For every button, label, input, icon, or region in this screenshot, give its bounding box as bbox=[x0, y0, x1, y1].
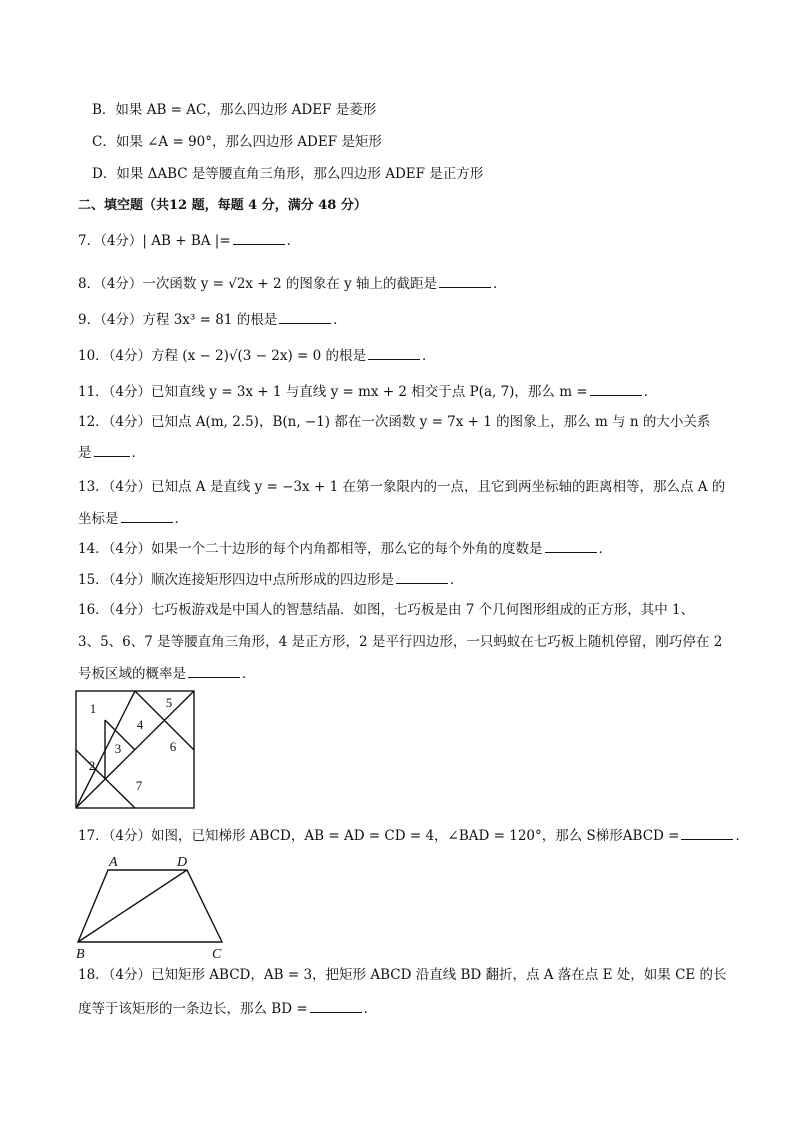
question-8: 8．（4分）一次函数 y = √2x + 2 的图象在 y 轴上的截距是 ． bbox=[78, 273, 507, 294]
tangram-label-6: 6 bbox=[169, 739, 177, 754]
question-16-line-3: 号板区域的概率是 ． bbox=[78, 663, 256, 684]
trapezoid-shape bbox=[78, 870, 222, 942]
question-18-line-2: 度等于该矩形的一条边长，那么 BD = ． bbox=[78, 998, 377, 1019]
tangram-label-7: 7 bbox=[135, 778, 143, 793]
question-10-text: 10．（4分）方程 (x − 2)√(3 − 2x) = 0 的根是 bbox=[78, 348, 367, 364]
section-heading: 二、填空题（共12 题，每题 4 分，满分 48 分） bbox=[78, 198, 367, 213]
answer-blank bbox=[233, 230, 285, 245]
answer-blank bbox=[545, 538, 597, 553]
question-16-text: 号板区域的概率是 bbox=[78, 666, 186, 682]
answer-blank bbox=[439, 273, 491, 288]
tangram-figure bbox=[75, 690, 195, 810]
option-c: C．如果 ∠A = 90°，那么四边形 ADEF 是矩形 bbox=[92, 134, 382, 150]
vertex-label-a: A bbox=[109, 855, 118, 870]
option-b: B．如果 AB = AC，那么四边形 ADEF 是菱形 bbox=[92, 102, 377, 118]
vertex-label-d: D bbox=[177, 855, 188, 870]
answer-blank bbox=[94, 442, 130, 457]
question-12-line-2: 是 ． bbox=[78, 442, 145, 463]
question-7-text: 7．（4分）| AB + BA |= bbox=[78, 233, 231, 249]
answer-blank bbox=[396, 569, 448, 584]
question-17: 17．（4分）如图，已知梯形 ABCD，AB = AD = CD = 4，∠BAD = 120°，那么 S梯形ABCD = ． bbox=[78, 825, 749, 846]
vertex-label-c: C bbox=[212, 947, 222, 962]
answer-blank bbox=[121, 508, 173, 523]
question-13-line-2: 坐标是 ． bbox=[78, 508, 188, 529]
question-14-text: 14．（4分）如果一个二十边形的每个内角都相等，那么它的每个外角的度数是 bbox=[78, 541, 543, 557]
tangram-label-1: 1 bbox=[89, 701, 97, 716]
question-10: 10．（4分）方程 (x − 2)√(3 − 2x) = 0 的根是 ． bbox=[78, 345, 436, 366]
question-18-line-1: 18．（4分）已知矩形 ABCD，AB = 3，把矩形 ABCD 沿直线 BD 翻折，点 A 落在点 E 处，如果 CE 的长 bbox=[78, 967, 727, 983]
tangram-label-2: 2 bbox=[88, 758, 96, 773]
question-9: 9．（4分）方程 3x³ = 81 的根是 ． bbox=[78, 309, 347, 330]
question-12-line-1: 12．（4分）已知点 A(m, 2.5)，B(n, −1) 都在一次函数 y = 7x + 1 的图象上，那么 m 与 n 的大小关系 bbox=[78, 414, 711, 430]
diagonal-bd bbox=[78, 870, 187, 942]
answer-blank bbox=[279, 309, 331, 324]
question-11-text: 11．（4分）已知直线 y = 3x + 1 与直线 y = mx + 2 相交于点 P(a, 7)，那么 m = bbox=[78, 384, 588, 400]
question-13-text: 坐标是 bbox=[78, 511, 119, 527]
question-14: 14．（4分）如果一个二十边形的每个内角都相等，那么它的每个外角的度数是 ． bbox=[78, 538, 612, 559]
question-11: 11．（4分）已知直线 y = 3x + 1 与直线 y = mx + 2 相交于点 P(a, 7)，那么 m = ． bbox=[78, 381, 657, 402]
answer-blank bbox=[681, 825, 733, 840]
answer-blank bbox=[590, 381, 642, 396]
answer-blank bbox=[188, 663, 240, 678]
tangram-label-4: 4 bbox=[136, 717, 144, 732]
answer-blank bbox=[310, 998, 362, 1013]
question-8-text: 8．（4分）一次函数 y = √2x + 2 的图象在 y 轴上的截距是 bbox=[78, 276, 438, 292]
vertex-label-b: B bbox=[76, 947, 85, 962]
tangram-label-3: 3 bbox=[114, 741, 122, 756]
question-18-text: 度等于该矩形的一条边长，那么 BD = bbox=[78, 1001, 308, 1017]
question-15-text: 15．（4分）顺次连接矩形四边中点所形成的四边形是 bbox=[78, 572, 395, 588]
question-9-text: 9．（4分）方程 3x³ = 81 的根是 bbox=[78, 312, 278, 328]
answer-blank bbox=[368, 345, 420, 360]
question-12-text: 是 bbox=[78, 445, 92, 461]
question-16-line-2: 3、5、6、7 是等腰直角三角形，4 是正方形，2 是平行四边形，一只蚂蚁在七巧板上随机停留，刚巧停在 2 bbox=[78, 634, 723, 650]
question-17-text: 17．（4分）如图，已知梯形 ABCD，AB = AD = CD = 4，∠BAD = 120°，那么 S梯形ABCD = bbox=[78, 828, 680, 844]
option-d: D．如果 ΔABC 是等腰直角三角形，那么四边形 ADEF 是正方形 bbox=[92, 166, 484, 182]
question-15: 15．（4分）顺次连接矩形四边中点所形成的四边形是 ． bbox=[78, 569, 464, 590]
trapezoid-figure bbox=[70, 850, 240, 962]
question-7: 7．（4分）| AB + BA |= ． bbox=[78, 230, 300, 251]
tangram-label-5: 5 bbox=[165, 695, 173, 710]
question-16-line-1: 16．（4分）七巧板游戏是中国人的智慧结晶．如图，七巧板是由 7 个几何图形组成的正方形，其中 1、 bbox=[78, 602, 695, 618]
question-13-line-1: 13．（4分）已知点 A 是直线 y = −3x + 1 在第一象限内的一点，且它到两坐标轴的距离相等，那么点 A 的 bbox=[78, 479, 726, 495]
